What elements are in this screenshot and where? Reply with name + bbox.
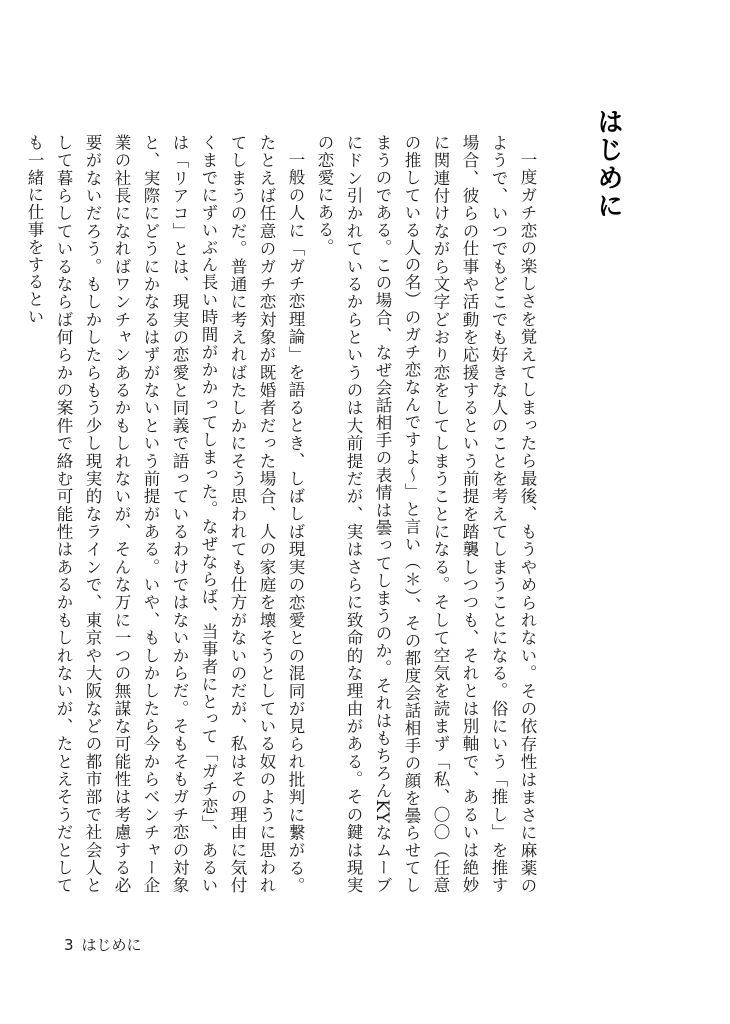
page-number: 3 bbox=[64, 936, 74, 954]
body-text bbox=[25, 134, 542, 894]
page-footer bbox=[64, 934, 142, 956]
paragraph-1: 一度ガチ恋の楽しさを覚えてしまったら最後、もうやめられない。その依存性はまさに麻薬のようで、いつでもどこでも好きな人のことを考えてしまうことになる。俗にいう「推し」を推す場合、彼らの仕事や活動を応援するという前提を踏襲しつつも、それとは別軸で、あるいは絶妙に関連付けながら文字どおり恋をしてしまうことになる。そして空気を読まず「私、〇〇（任意の推している人の名）のガチ恋なんですよ〜」と言い（＊）、その都度会話相手の顔を曇らせてしまうのである。この場合、なぜ会話相手の表情は曇ってしまうのか。それはもちろんKYなムーブにドン引かれているからというのは大前提だが、実はさらに致命的な理由がある。その鍵は現実の恋愛にある。 bbox=[315, 134, 537, 894]
running-title: はじめに bbox=[81, 936, 142, 954]
paragraph-2: 一般の人に「ガチ恋理論」を語るとき、しばしば現実の恋愛との混同が見られ批判に繋がる。たとえば任意のガチ恋対象が既婚者だった場合、人の家庭を壊そうとしている奴のように思われてしまうのだ。普通に考えればたしかにそう思われても仕方がないのだが、私はその理由に気付くまでにずいぶん長い時間がかかってしまった。なぜならば、当事者にとって「ガチ恋」、あるいは「リアコ」とは、現実の恋愛と同義で語っているわけではないからだ。そもそもガチ恋の対象と、実際にどうにかなるはずがないという前提がある。いや、もしかしたら今からベンチャー企業の社長になればワンチャンあるかもしれないが、そんな万に一つの無謀な可能性は考慮する必要がないだろう。もしかしたらもう少し現実的なラインで、東京や大阪などの都市部で社会人として暮らしているならば何らかの案件で絡む可能性はあるかもしれないが、たとえそうだとしても一緒に仕事をするとい bbox=[25, 134, 305, 894]
chapter-title: はじめに bbox=[593, 108, 623, 220]
